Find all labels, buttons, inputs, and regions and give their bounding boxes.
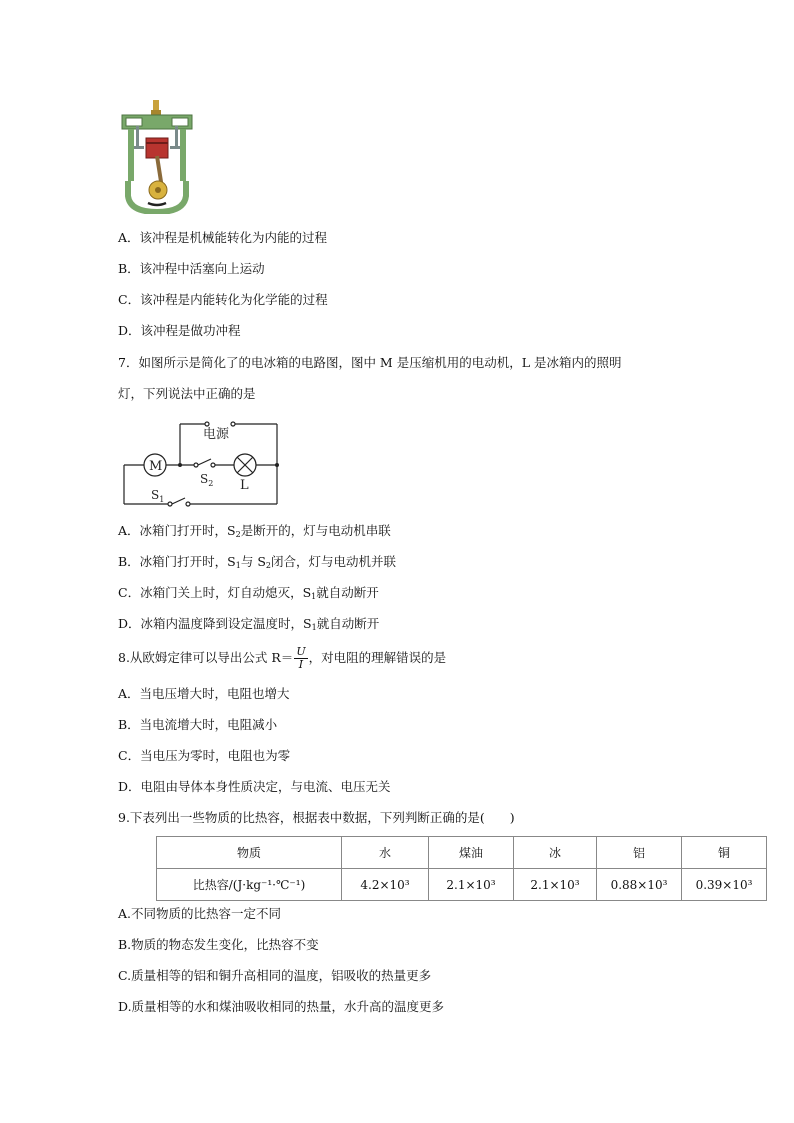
table-header-cell: 水: [342, 837, 429, 869]
q9-option-a: A.不同物质的比热容一定不同: [118, 906, 282, 921]
q8-option-c: C．当电压为零时，电阻也为零: [118, 748, 291, 763]
table-header-cell: 物质: [157, 837, 342, 869]
table-row: [157, 869, 767, 901]
power-source-label: 电源: [203, 427, 230, 442]
switch-s2-label: $S_2$: [200, 472, 214, 488]
engine-stroke-figure: [118, 98, 196, 214]
q8-option-a: A．当电压增大时，电阻也增大: [118, 686, 290, 701]
q6-option-a: A．该冲程是机械能转化为内能的过程: [118, 230, 328, 245]
motor-label: M: [149, 459, 163, 474]
refrigerator-circuit-diagram: [118, 412, 284, 512]
formula-fraction: $\frac{U}{I}$: [296, 645, 306, 671]
q9-option-d: D.质量相等的水和煤油吸收相同的热量，水升高的温度更多: [118, 999, 445, 1014]
q8-stem: 8.从欧姆定律可以导出公式 R＝ $\frac{U}{I}$ ，对电阻的理解错误的是: [118, 645, 447, 671]
table-header-cell: 煤油: [429, 837, 514, 869]
q7-option-c: C．冰箱门关上时，灯自动熄灭，$S_1$就自动断开: [118, 585, 379, 601]
table-cell: 2.1×10³: [514, 869, 597, 901]
table-cell: 0.88×10³: [597, 869, 682, 901]
lamp-label: L: [240, 478, 249, 493]
q6-option-c: C．该冲程是内能转化为化学能的过程: [118, 292, 328, 307]
table-cell: 0.39×10³: [682, 869, 767, 901]
table-header-cell: 冰: [514, 837, 597, 869]
table-header-cell: 铝: [597, 837, 682, 869]
table-cell: 4.2×10³: [342, 869, 429, 901]
q9-stem: 9.下表列出一些物质的比热容，根据表中数据，下列判断正确的是( ): [118, 810, 515, 825]
q6-option-d: D．该冲程是做功冲程: [118, 323, 241, 338]
table-header-cell: 铜: [682, 837, 767, 869]
q7-option-d: D．冰箱内温度降到设定温度时，$S_1$就自动断开: [118, 616, 380, 632]
q7-stem-line1: 7．如图所示是简化了的电冰箱的电路图，图中 M 是压缩机用的电动机，L 是冰箱内的照明: [118, 355, 622, 370]
table-header-row: [157, 837, 767, 869]
table-cell: 2.1×10³: [429, 869, 514, 901]
q7-option-a: A．冰箱门打开时，$S_2$是断开的，灯与电动机串联: [118, 523, 391, 539]
q9-option-b: B.物质的物态发生变化，比热容不变: [118, 937, 319, 952]
q8-option-d: D．电阻由导体本身性质决定，与电流、电压无关: [118, 779, 391, 794]
q7-stem-line2: 灯，下列说法中正确的是: [118, 386, 256, 401]
q7-option-b: B．冰箱门打开时，$S_1$与 $S_2$闭合，灯与电动机并联: [118, 554, 396, 570]
specific-heat-table: [156, 836, 767, 901]
q9-option-c: C.质量相等的铝和铜升高相同的温度，铝吸收的热量更多: [118, 968, 432, 983]
q6-option-b: B．该冲程中活塞向上运动: [118, 261, 265, 276]
table-row-label: 比热容/(J·kg⁻¹·℃⁻¹): [157, 869, 342, 901]
q8-option-b: B．当电流增大时，电阻减小: [118, 717, 278, 732]
switch-s1-label: $S_1$: [151, 488, 165, 504]
